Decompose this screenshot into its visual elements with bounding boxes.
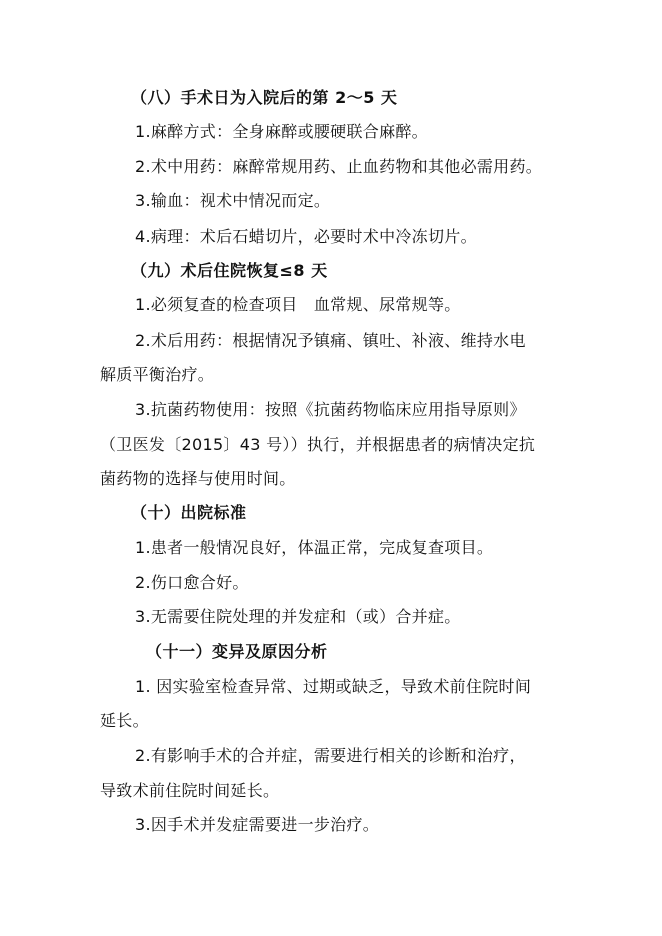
list-item: 3.输血：视术中情况而定。 xyxy=(135,191,331,210)
section-heading-9: （九）术后住院恢复≤8 天 xyxy=(131,261,328,280)
list-item: 2.伤口愈合好。 xyxy=(135,573,249,592)
list-item: 3.因手术并发症需要进一步治疗。 xyxy=(135,815,380,834)
section-heading-11: （十一）变异及原因分析 xyxy=(146,642,328,661)
list-item: 3.无需要住院处理的并发症和（或）合并症。 xyxy=(135,607,461,626)
section-heading-10: （十）出院标准 xyxy=(131,503,247,522)
list-item-line: 菌药物的选择与使用时间。 xyxy=(100,469,296,488)
list-item-line: 解质平衡治疗。 xyxy=(100,365,215,384)
list-item: 1.必须复查的检查项目 血常规、尿常规等。 xyxy=(135,295,461,314)
list-item-line: 延长。 xyxy=(100,711,149,730)
list-item: 4.病理：术后石蜡切片，必要时术中冷冻切片。 xyxy=(135,227,477,246)
list-item: 1.患者一般情况良好，体温正常，完成复查项目。 xyxy=(135,538,494,557)
list-item-line: 1. 因实验室检查异常、过期或缺乏，导致术前住院时间 xyxy=(135,677,532,696)
list-item: 1.麻醉方式：全身麻醉或腰硬联合麻醉。 xyxy=(135,122,428,141)
list-item-line: 2.术后用药：根据情况予镇痛、镇吐、补液、维持水电 xyxy=(135,331,526,350)
list-item-line: 2.有影响手术的合并症，需要进行相关的诊断和治疗， xyxy=(135,746,526,765)
section-heading-8: （八）手术日为入院后的第 2～5 天 xyxy=(131,88,398,107)
list-item-line: 导致术前住院时间延长。 xyxy=(100,781,280,800)
list-item: 2.术中用药：麻醉常规用药、止血药物和其他必需用药。 xyxy=(135,157,543,176)
list-item-line: （卫医发〔2015〕43 号））执行，并根据患者的病情决定抗 xyxy=(100,435,536,454)
list-item-line: 3.抗菌药物使用：按照《抗菌药物临床应用指导原则》 xyxy=(135,400,526,419)
